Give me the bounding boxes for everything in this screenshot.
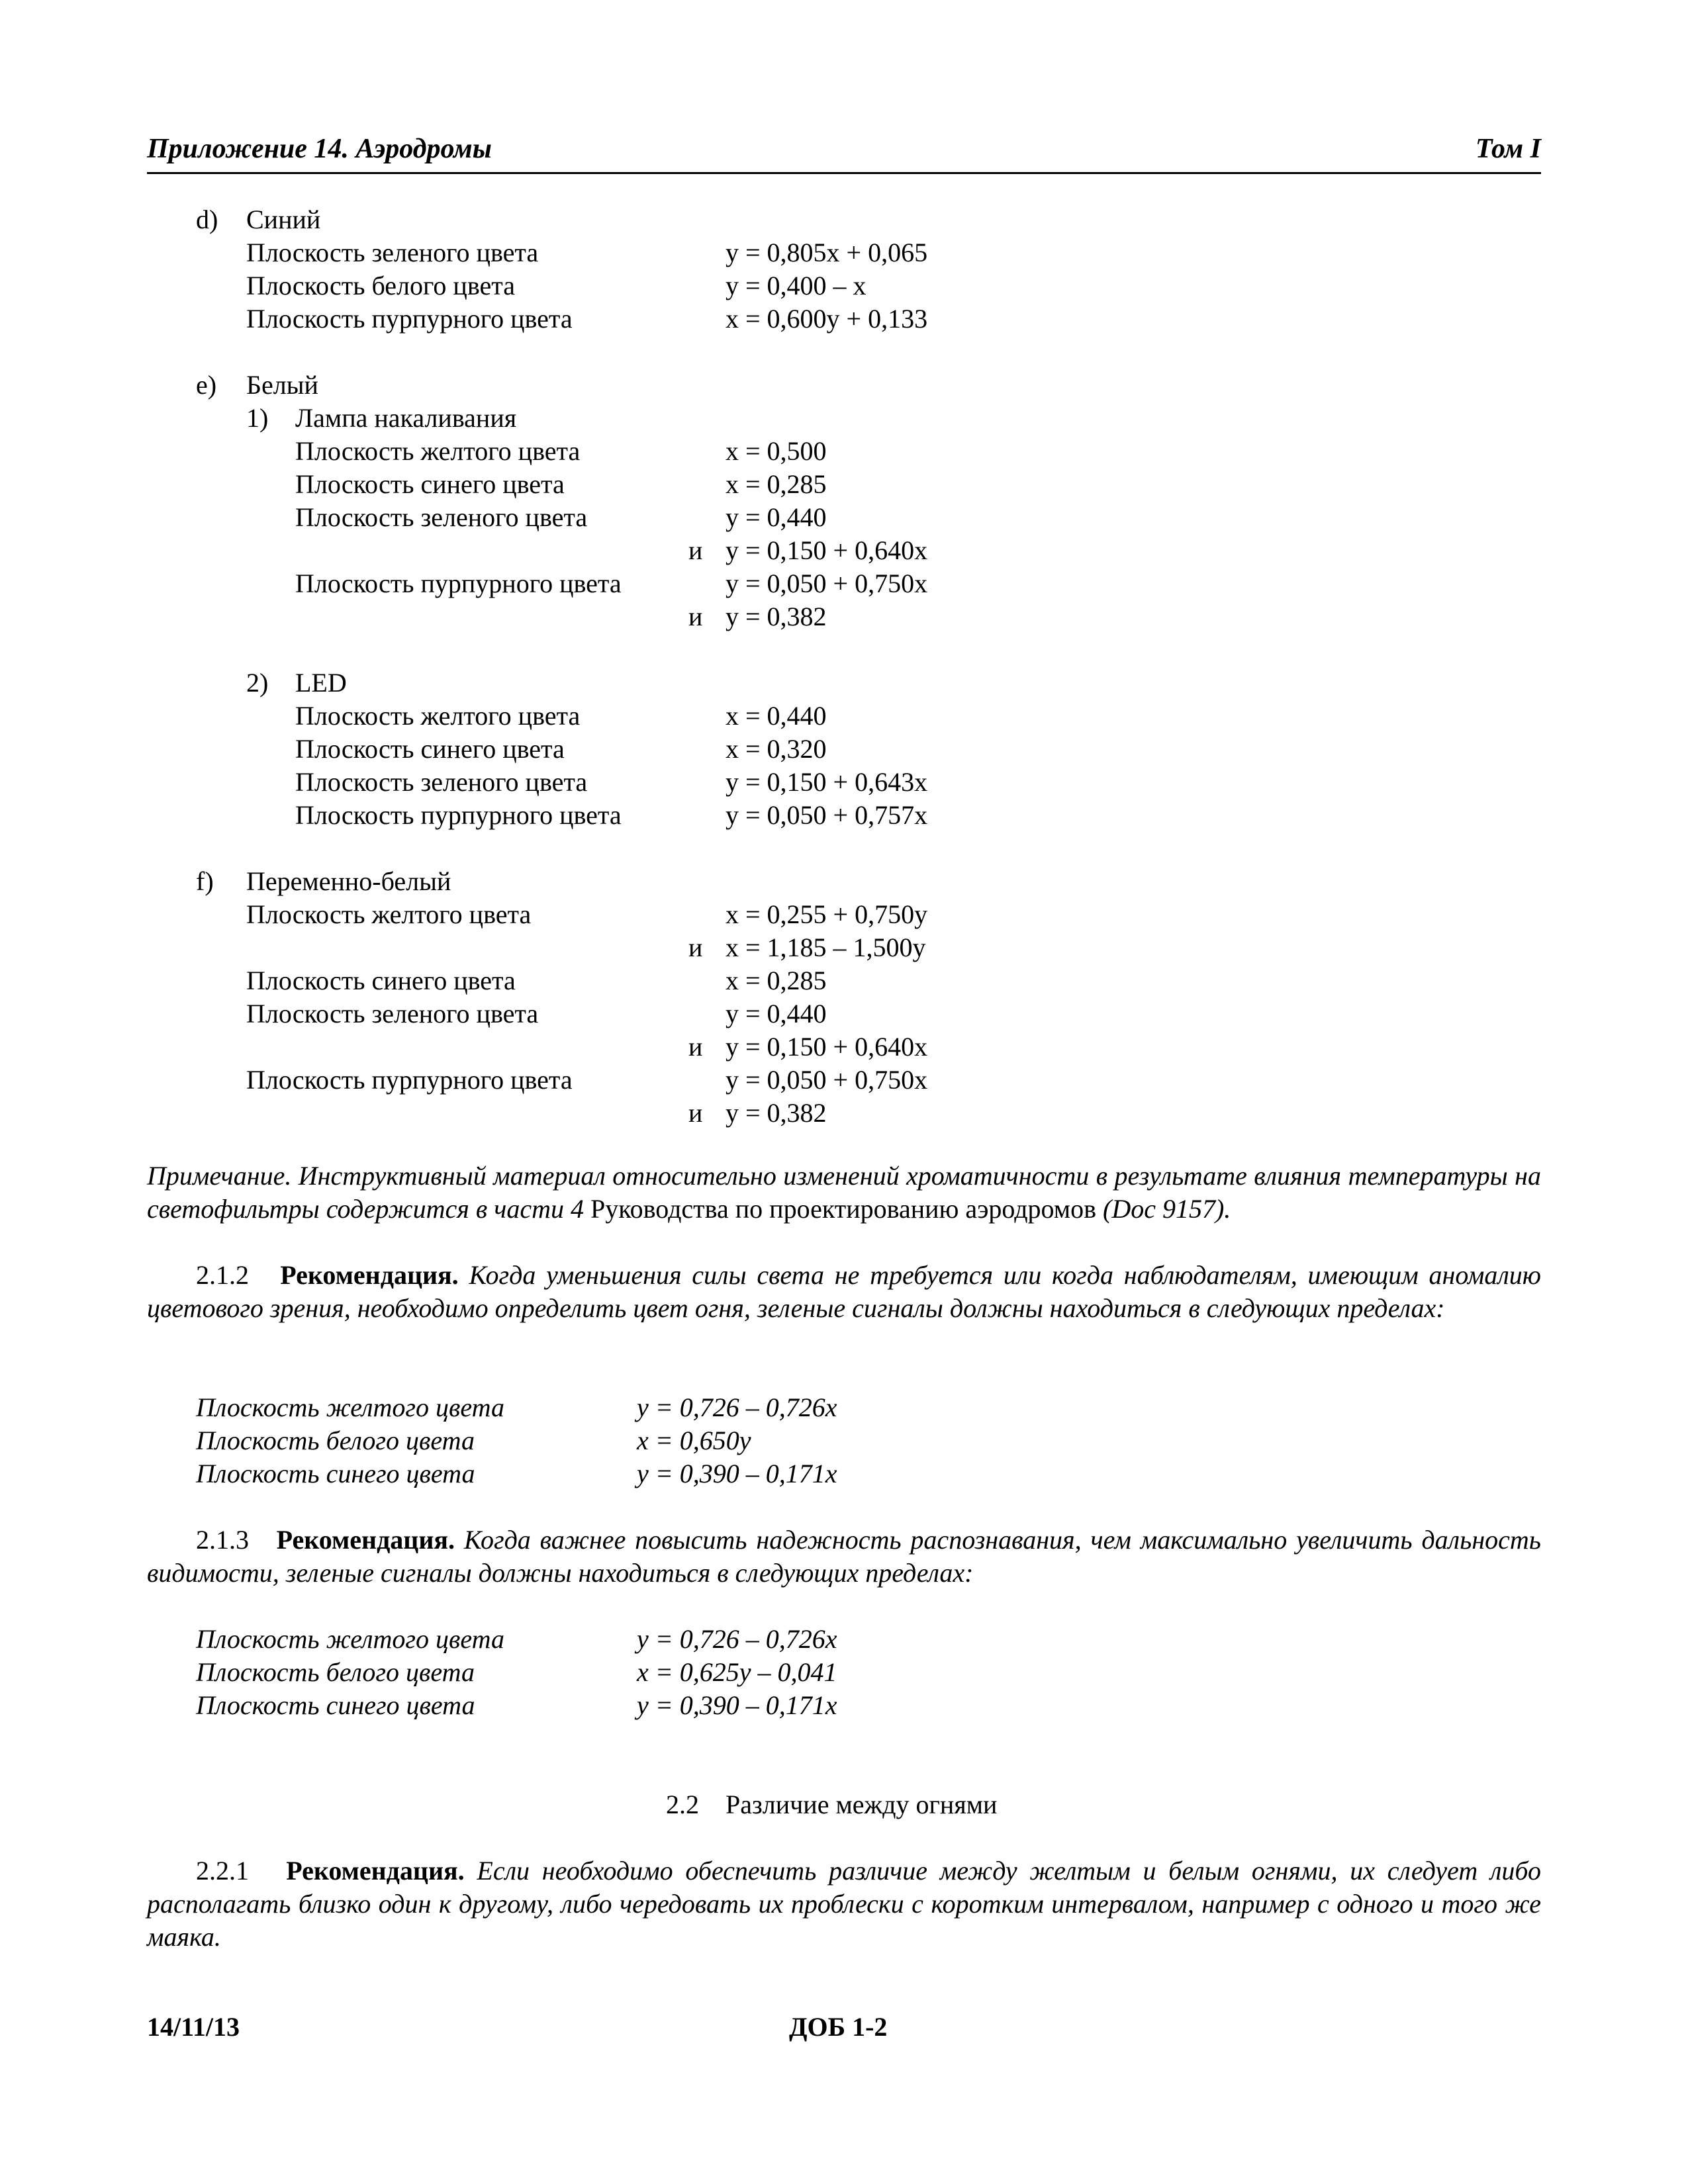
section-number: 2.2 <box>666 1790 699 1819</box>
section-title: Различие между огнями <box>726 1790 998 1819</box>
paragraph-2-2-1 <box>147 1854 1541 1954</box>
limit-label: Плоскость желтого цвета <box>196 1624 504 1654</box>
row-formula: y = 0,150 + 0,640x <box>726 535 928 565</box>
list-title-d: Синий <box>246 205 321 234</box>
paragraph-number: 2.1.2 <box>196 1260 249 1290</box>
sublist-title-1: Лампа накаливания <box>295 403 517 433</box>
row-and: и <box>688 1032 703 1062</box>
running-header-volume: Том I <box>1475 134 1541 164</box>
row-label: Плоскость пурпурного цвета <box>246 304 573 334</box>
row-label: Плоскость зеленого цвета <box>246 238 539 267</box>
note-doc-title: Руководства по проектированию аэродромов <box>590 1194 1096 1224</box>
paragraph-number: 2.2.1 <box>196 1856 249 1886</box>
row-formula: y = 0,400 – x <box>726 271 867 300</box>
row-label: Плоскость желтого цвета <box>246 899 532 929</box>
row-formula: y = 0,050 + 0,750x <box>726 1065 928 1095</box>
header-rule <box>147 172 1541 174</box>
limit-formula: y = 0,390 – 0,171x <box>637 1459 837 1488</box>
row-formula: y = 0,440 <box>726 502 827 532</box>
row-label: Плоскость белого цвета <box>246 271 515 300</box>
row-formula: x = 0,500 <box>726 436 827 466</box>
paragraph-text: Если необходимо обеспечить различие между желтым и белым огнями, их следует либо располагать близко один к другому, либо чередовать их проблески с коротким интервалом, например с одного и того же маяка. <box>147 1856 1542 1952</box>
row-label: Плоскость синего цвета <box>295 734 565 764</box>
limit-formula: y = 0,726 – 0,726x <box>637 1392 837 1422</box>
recommendation-label: Рекомендация. <box>280 1260 459 1290</box>
note-doc-ref: (Doc 9157). <box>1103 1194 1231 1224</box>
limit-formula: x = 0,625y – 0,041 <box>637 1657 837 1687</box>
list-marker-e: e) <box>196 370 217 400</box>
limit-label: Плоскость синего цвета <box>196 1459 475 1488</box>
row-and: и <box>688 535 703 565</box>
row-and: и <box>688 602 703 631</box>
row-formula: y = 0,150 + 0,640x <box>726 1032 928 1062</box>
row-formula: y = 0,050 + 0,750x <box>726 569 928 598</box>
row-label: Плоскость зеленого цвета <box>295 502 588 532</box>
row-formula: x = 0,285 <box>726 469 827 499</box>
paragraph-number: 2.1.3 <box>196 1525 249 1555</box>
section-heading <box>666 1788 997 1821</box>
row-label: Плоскость пурпурного цвета <box>295 800 622 830</box>
paragraph-2-1-2 <box>147 1259 1541 1325</box>
row-formula: x = 0,440 <box>726 701 827 731</box>
paragraph-text: Когда важнее повысить надежность распознавания, чем максимально увеличить дальность видимости, зеленые сигналы должны находиться в следующих пределах: <box>147 1525 1542 1588</box>
row-and: и <box>688 933 703 962</box>
paragraph-text: Когда уменьшения силы света не требуется или когда наблюдателям, имеющим аномалию цветового зрения, необходимо определить цвет огня, зеленые сигналы должны находиться в следующих пределах: <box>147 1260 1542 1323</box>
list-marker-f: f) <box>196 866 214 896</box>
row-label: Плоскость синего цвета <box>246 966 516 995</box>
row-formula: y = 0,805x + 0,065 <box>726 238 928 267</box>
row-label: Плоскость пурпурного цвета <box>246 1065 573 1095</box>
footer-date: 14/11/13 <box>147 2012 240 2042</box>
limit-label: Плоскость белого цвета <box>196 1426 475 1455</box>
list-title-f: Переменно-белый <box>246 866 451 896</box>
row-label: Плоскость зеленого цвета <box>246 999 539 1028</box>
recommendation-label: Рекомендация. <box>286 1856 465 1886</box>
limit-label: Плоскость белого цвета <box>196 1657 475 1687</box>
row-label: Плоскость синего цвета <box>295 469 565 499</box>
row-formula: y = 0,150 + 0,643x <box>726 767 928 797</box>
row-and: и <box>688 1098 703 1128</box>
sublist-marker-2: 2) <box>246 668 269 698</box>
sublist-title-2: LED <box>295 668 347 698</box>
row-formula: x = 0,600y + 0,133 <box>726 304 928 334</box>
sublist-marker-1: 1) <box>246 403 269 433</box>
row-label: Плоскость зеленого цвета <box>295 767 588 797</box>
row-formula: x = 0,285 <box>726 966 827 995</box>
row-label: Плоскость пурпурного цвета <box>295 569 622 598</box>
limit-formula: x = 0,650y <box>637 1426 751 1455</box>
row-formula: x = 1,185 – 1,500y <box>726 933 926 962</box>
limit-formula: y = 0,390 – 0,171x <box>637 1690 837 1720</box>
row-label: Плоскость желтого цвета <box>295 436 581 466</box>
list-title-e: Белый <box>246 370 318 400</box>
limit-label: Плоскость желтого цвета <box>196 1392 504 1422</box>
running-header-title: Приложение 14. Аэродромы <box>147 134 492 164</box>
list-marker-d: d) <box>196 205 218 234</box>
limit-label: Плоскость синего цвета <box>196 1690 475 1720</box>
row-formula: y = 0,382 <box>726 1098 827 1128</box>
row-formula: y = 0,050 + 0,757x <box>726 800 928 830</box>
row-formula: y = 0,440 <box>726 999 827 1028</box>
row-formula: y = 0,382 <box>726 602 827 631</box>
note-text: Примечание. Инструктивный материал относительно изменений хроматичности в результате влияния температуры на светофильтры содержится в части 4 <box>147 1161 1541 1224</box>
note-paragraph <box>147 1160 1541 1226</box>
limit-formula: y = 0,726 – 0,726x <box>637 1624 837 1654</box>
row-formula: x = 0,320 <box>726 734 827 764</box>
recommendation-label: Рекомендация. <box>276 1525 455 1555</box>
paragraph-2-1-3 <box>147 1524 1541 1590</box>
footer-page-number: ДОБ 1-2 <box>789 2012 888 2042</box>
row-formula: x = 0,255 + 0,750y <box>726 899 928 929</box>
row-label: Плоскость желтого цвета <box>295 701 581 731</box>
